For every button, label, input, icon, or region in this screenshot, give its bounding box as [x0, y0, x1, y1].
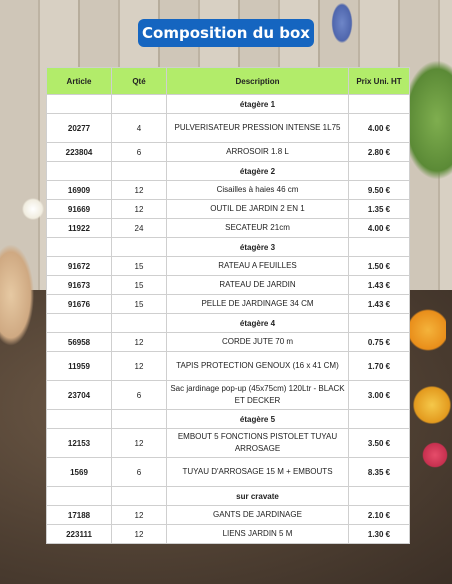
article-code: 11959 [47, 352, 112, 381]
orange-flower [410, 300, 446, 360]
description: PULVERISATEUR PRESSION INTENSE 1L75 [167, 114, 349, 143]
page-title: Composition du box [138, 19, 314, 47]
table-row [47, 200, 410, 219]
section-row [47, 487, 410, 506]
table-row [47, 381, 410, 410]
article-code: 91676 [47, 295, 112, 314]
article-code: 1569 [47, 458, 112, 487]
section-label: étagère 5 [167, 410, 349, 429]
quantity: 6 [112, 381, 167, 410]
description: TUYAU D'ARROSAGE 15 M + EMBOUTS [167, 458, 349, 487]
empty-cell [112, 238, 167, 257]
section-row [47, 95, 410, 114]
article-code: 91669 [47, 200, 112, 219]
article-code: 91673 [47, 276, 112, 295]
description: OUTIL DE JARDIN 2 EN 1 [167, 200, 349, 219]
description: RATEAU A FEUILLES [167, 257, 349, 276]
article-code: 23704 [47, 381, 112, 410]
table-row [47, 458, 410, 487]
section-row [47, 410, 410, 429]
table-row [47, 143, 410, 162]
quantity: 12 [112, 525, 167, 544]
quantity: 15 [112, 295, 167, 314]
empty-cell [47, 95, 112, 114]
empty-cell [112, 95, 167, 114]
unit-price: 0.75 € [349, 333, 410, 352]
unit-price: 2.10 € [349, 506, 410, 525]
empty-cell [349, 314, 410, 333]
white-flower [20, 196, 46, 222]
description: CORDE JUTE 70 m [167, 333, 349, 352]
header-qty: Qté [112, 68, 167, 95]
empty-cell [112, 162, 167, 181]
article-code: 223111 [47, 525, 112, 544]
section-label: étagère 2 [167, 162, 349, 181]
unit-price: 2.80 € [349, 143, 410, 162]
table-row [47, 257, 410, 276]
section-label: étagère 3 [167, 238, 349, 257]
quantity: 15 [112, 276, 167, 295]
unit-price: 4.00 € [349, 114, 410, 143]
section-label: sur cravate [167, 487, 349, 506]
empty-cell [349, 162, 410, 181]
blue-flower [330, 0, 354, 46]
empty-cell [349, 487, 410, 506]
table-row [47, 114, 410, 143]
unit-price: 9.50 € [349, 181, 410, 200]
quantity: 12 [112, 181, 167, 200]
empty-cell [112, 487, 167, 506]
description: LIENS JARDIN 5 M [167, 525, 349, 544]
empty-cell [349, 410, 410, 429]
unit-price: 1.43 € [349, 276, 410, 295]
pink-flower [420, 440, 450, 470]
quantity: 12 [112, 200, 167, 219]
quantity: 12 [112, 506, 167, 525]
quantity: 12 [112, 333, 167, 352]
article-code: 17188 [47, 506, 112, 525]
empty-cell [112, 314, 167, 333]
unit-price: 1.50 € [349, 257, 410, 276]
section-row [47, 238, 410, 257]
table-row [47, 295, 410, 314]
description: SECATEUR 21cm [167, 219, 349, 238]
unit-price: 1.35 € [349, 200, 410, 219]
empty-cell [47, 162, 112, 181]
header-article: Article [47, 68, 112, 95]
quantity: 12 [112, 352, 167, 381]
composition-table [46, 67, 410, 544]
header-description: Description [167, 68, 349, 95]
table-row [47, 181, 410, 200]
description: Sac jardinage pop-up (45x75cm) 120Ltr - BLACK ET DECKER [167, 381, 349, 410]
article-code: 12153 [47, 429, 112, 458]
section-label: étagère 1 [167, 95, 349, 114]
table-row [47, 352, 410, 381]
empty-cell [349, 238, 410, 257]
description: PELLE DE JARDINAGE 34 CM [167, 295, 349, 314]
unit-price: 8.35 € [349, 458, 410, 487]
unit-price: 1.43 € [349, 295, 410, 314]
table-row [47, 525, 410, 544]
table-header-row [47, 68, 410, 95]
quantity: 6 [112, 458, 167, 487]
article-code: 11922 [47, 219, 112, 238]
empty-cell [47, 238, 112, 257]
garden-glove [0, 240, 36, 350]
quantity: 12 [112, 429, 167, 458]
quantity: 6 [112, 143, 167, 162]
quantity: 24 [112, 219, 167, 238]
empty-cell [47, 487, 112, 506]
table-row [47, 429, 410, 458]
article-code: 16909 [47, 181, 112, 200]
unit-price: 3.50 € [349, 429, 410, 458]
empty-cell [47, 410, 112, 429]
header-price: Prix Uni. HT [349, 68, 410, 95]
section-row [47, 314, 410, 333]
table-row [47, 506, 410, 525]
table-body [47, 95, 410, 544]
description: GANTS DE JARDINAGE [167, 506, 349, 525]
quantity: 4 [112, 114, 167, 143]
description: EMBOUT 5 FONCTIONS PISTOLET TUYAU ARROSAGE [167, 429, 349, 458]
unit-price: 1.70 € [349, 352, 410, 381]
empty-cell [112, 410, 167, 429]
section-label: étagère 4 [167, 314, 349, 333]
article-code: 20277 [47, 114, 112, 143]
article-code: 56958 [47, 333, 112, 352]
description: ARROSOIR 1.8 L [167, 143, 349, 162]
table-row [47, 333, 410, 352]
yellow-flower [412, 380, 452, 430]
article-code: 223804 [47, 143, 112, 162]
description: RATEAU DE JARDIN [167, 276, 349, 295]
empty-cell [349, 95, 410, 114]
table-row [47, 219, 410, 238]
unit-price: 4.00 € [349, 219, 410, 238]
section-row [47, 162, 410, 181]
table-row [47, 276, 410, 295]
unit-price: 3.00 € [349, 381, 410, 410]
description: Cisailles à haies 46 cm [167, 181, 349, 200]
article-code: 91672 [47, 257, 112, 276]
unit-price: 1.30 € [349, 525, 410, 544]
description: TAPIS PROTECTION GENOUX (16 x 41 CM) [167, 352, 349, 381]
quantity: 15 [112, 257, 167, 276]
empty-cell [47, 314, 112, 333]
